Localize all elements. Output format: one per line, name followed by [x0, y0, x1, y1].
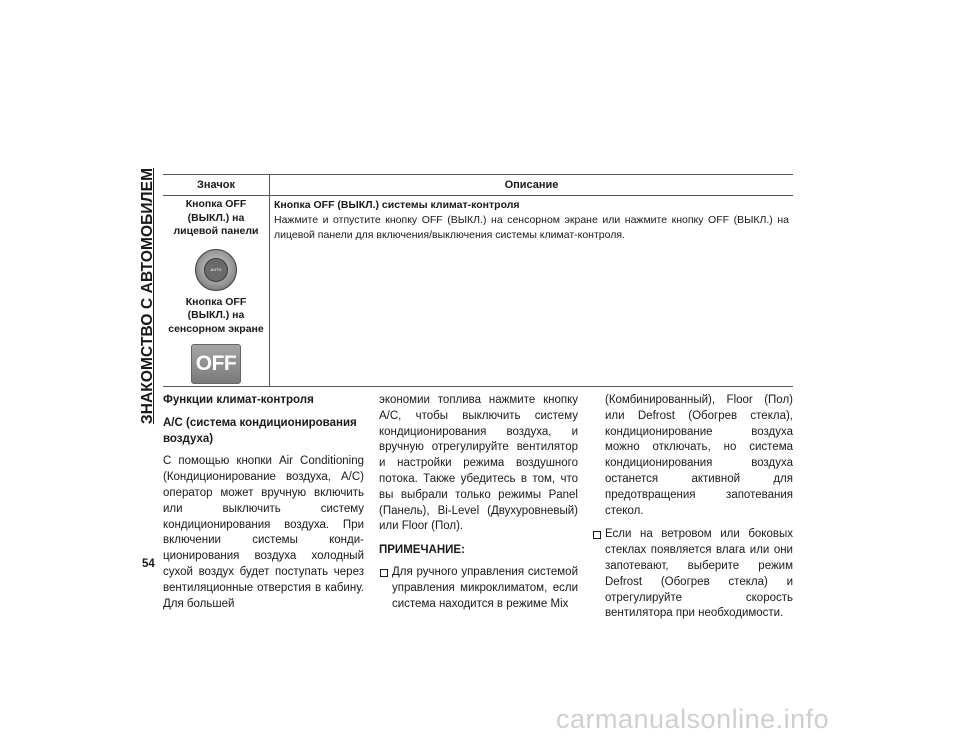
note-heading: ПРИМЕЧАНИЕ:	[379, 544, 465, 557]
chapter-side-title-text: ЗНАКОМСТВО С АВТОМОБИЛЕМ	[139, 167, 156, 425]
section-title: Функции климат-контроля	[163, 394, 314, 406]
off-knob-icon	[195, 249, 237, 291]
description-cell	[270, 196, 794, 387]
icon-cell	[163, 196, 270, 387]
icon-label-touch: Кнопка OFF (ВЫКЛ.) на сенсорном экране	[168, 295, 264, 335]
square-bullet-icon	[593, 531, 601, 539]
description-text: Нажмите и отпустите кнопку OFF (ВЫКЛ.) на сенсорном экране или нажмите кнопку OFF (ВЫКЛ.) на лицевой панели для включения/выключения системы климат-контроля.	[274, 214, 789, 241]
watermark: carmanualsonline.info	[556, 704, 830, 734]
paragraph-1: С помощью кнопки Air Conditioning (Кондиционирование воздуха, A/C) оператор может вручную включить или выключить систему кондиционирования воздуха. При включении системы кондиционирования воздуха холодный сухой воздух будет поступать через вентиляционные отверстия в кабину. Для большей	[163, 455, 364, 610]
paragraph-2: экономии топлива нажмите кнопку A/C, чтобы выключить систему кондиционирования воздуха, и вручную отрегулируйте вентилятор и настройки режима воздушного потока. Также убедитесь в том, что вы выбрали только режимы Panel (Панель), Bi-Level (Двухуровневый) или Floor (Пол).	[379, 394, 578, 533]
table-row	[163, 196, 793, 387]
table-header-row	[163, 175, 793, 196]
table-header-icon: Значок	[163, 175, 270, 196]
icon-description-table	[163, 174, 793, 387]
icon-label-panel: Кнопка OFF (ВЫКЛ.) на лицевой панели	[173, 198, 259, 237]
list-item	[592, 527, 793, 622]
list-item	[379, 565, 578, 612]
page-number: 54	[142, 558, 155, 570]
bullet-1-continuation: (Комбинированный), Floor (Пол) или Defrost (Обогрев стекла), кондиционирование воздуха можно отключать, но система кондиционирования воздуха останется активной для предотвращения запотевания стекол.	[605, 394, 793, 517]
table-header-description: Описание	[270, 175, 794, 196]
bullet-1-text: Для ручного управления системой управления микроклиматом, если система находится в режиме Mix	[392, 565, 578, 610]
text-column-2	[379, 393, 578, 620]
chapter-side-title	[136, 166, 160, 426]
text-column-1	[163, 393, 364, 620]
description-title: Кнопка OFF (ВЫКЛ.) системы климат-контроля	[274, 199, 520, 211]
knob-label: AUTO	[210, 266, 222, 272]
section-subtitle: A/C (система кондиционирования воздуха)	[163, 416, 357, 445]
bullet-2-text: Если на ветровом или боковых стеклах появляется влага или они запотевают, выберите режим Defrost (Обогрев стекла) и отрегулируйте скорость вентилятора при необходимости.	[605, 528, 793, 620]
square-bullet-icon	[380, 569, 388, 577]
off-button-icon: OFF	[191, 344, 241, 384]
text-column-3	[592, 393, 793, 630]
